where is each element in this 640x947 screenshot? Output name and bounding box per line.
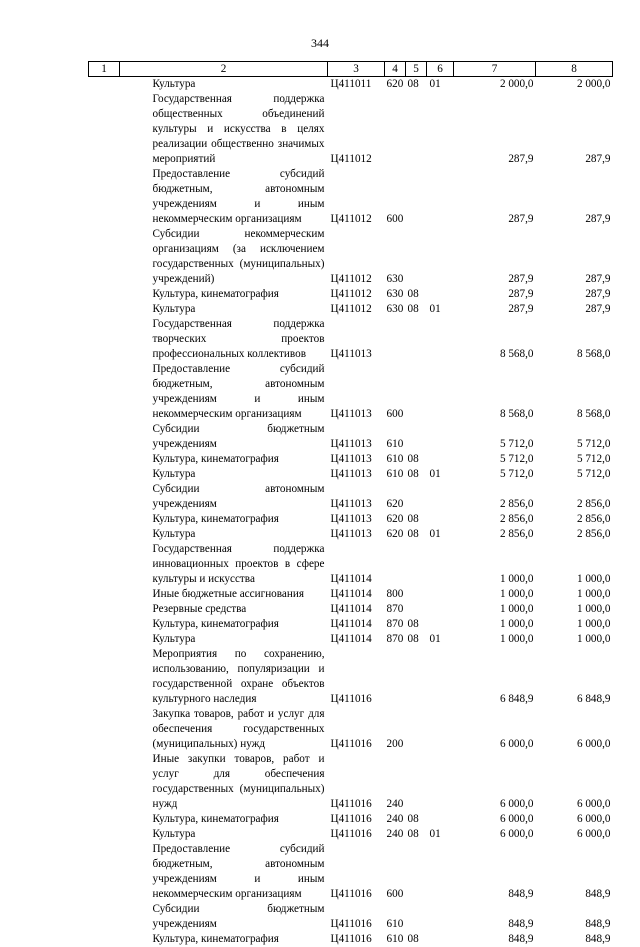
row-subsection <box>427 617 454 632</box>
row-amount-1: 8 568,0 <box>454 317 536 362</box>
row-code: Ц411016 <box>328 647 385 707</box>
row-name: Резервные средства <box>120 602 328 617</box>
table-body <box>89 77 613 947</box>
row-section <box>406 92 427 167</box>
empty-cell <box>89 527 120 542</box>
row-name: Культура, кинематография <box>120 812 328 827</box>
row-amount-1: 848,9 <box>454 902 536 932</box>
row-code: Ц411012 <box>328 302 385 317</box>
row-name: Закупка товаров, работ и услуг для обеспечения государственных (муниципальных) нужд <box>120 707 328 752</box>
empty-cell <box>89 587 120 602</box>
table-row <box>89 287 613 302</box>
row-amount-2: 1 000,0 <box>536 632 613 647</box>
row-expense-type <box>385 317 406 362</box>
row-name: Субсидии автономным учреждениям <box>120 482 328 512</box>
row-expense-type: 240 <box>385 812 406 827</box>
row-code: Ц411012 <box>328 167 385 227</box>
column-header-1: 1 <box>89 62 120 77</box>
row-expense-type: 600 <box>385 167 406 227</box>
row-section <box>406 422 427 452</box>
row-amount-1: 287,9 <box>454 92 536 167</box>
column-header-7: 7 <box>454 62 536 77</box>
empty-cell <box>89 362 120 422</box>
row-subsection <box>427 452 454 467</box>
row-amount-1: 287,9 <box>454 302 536 317</box>
row-code: Ц411014 <box>328 632 385 647</box>
table-row <box>89 542 613 587</box>
row-expense-type: 200 <box>385 707 406 752</box>
table-row <box>89 527 613 542</box>
empty-cell <box>89 77 120 93</box>
column-header-5: 5 <box>406 62 427 77</box>
row-name: Субсидии бюджетным учреждениям <box>120 422 328 452</box>
row-amount-2: 8 568,0 <box>536 362 613 422</box>
row-amount-1: 2 000,0 <box>454 77 536 93</box>
row-section: 08 <box>406 632 427 647</box>
row-subsection <box>427 227 454 287</box>
row-code: Ц411012 <box>328 92 385 167</box>
row-amount-2: 848,9 <box>536 842 613 902</box>
row-amount-1: 6 000,0 <box>454 707 536 752</box>
empty-cell <box>89 842 120 902</box>
row-amount-1: 2 856,0 <box>454 482 536 512</box>
header-row <box>89 62 613 77</box>
row-subsection: 01 <box>427 827 454 842</box>
table-row <box>89 812 613 827</box>
row-name: Государственная поддержка творческих проектов профессиональных коллективов <box>120 317 328 362</box>
row-amount-1: 5 712,0 <box>454 452 536 467</box>
row-name: Предоставление субсидий бюджетным, автономным учреждениям и иным некоммерческим организациям <box>120 167 328 227</box>
row-code: Ц411012 <box>328 227 385 287</box>
row-name: Культура, кинематография <box>120 512 328 527</box>
row-expense-type: 600 <box>385 842 406 902</box>
row-name: Субсидии некоммерческим организациям (за исключением государственных (муниципальных) учреждений) <box>120 227 328 287</box>
row-section <box>406 317 427 362</box>
row-amount-2: 6 000,0 <box>536 827 613 842</box>
empty-cell <box>89 932 120 947</box>
row-name: Мероприятия по сохранению, использованию, популяризации и государственной охране объектов культурного наследия <box>120 647 328 707</box>
row-subsection <box>427 317 454 362</box>
empty-cell <box>89 452 120 467</box>
row-section <box>406 167 427 227</box>
table-row <box>89 467 613 482</box>
row-name: Культура <box>120 467 328 482</box>
empty-cell <box>89 542 120 587</box>
row-expense-type: 620 <box>385 527 406 542</box>
row-amount-2: 6 000,0 <box>536 707 613 752</box>
empty-cell <box>89 632 120 647</box>
row-section: 08 <box>406 77 427 93</box>
row-name: Культура <box>120 632 328 647</box>
table-row <box>89 92 613 167</box>
row-code: Ц411016 <box>328 827 385 842</box>
row-amount-2: 5 712,0 <box>536 452 613 467</box>
table-row <box>89 602 613 617</box>
row-amount-2: 6 000,0 <box>536 812 613 827</box>
budget-table <box>88 61 613 947</box>
row-amount-2: 1 000,0 <box>536 542 613 587</box>
table-row <box>89 77 613 93</box>
row-subsection <box>427 512 454 527</box>
row-amount-2: 6 000,0 <box>536 752 613 812</box>
row-amount-2: 6 848,9 <box>536 647 613 707</box>
empty-cell <box>89 467 120 482</box>
table-row <box>89 932 613 947</box>
row-amount-2: 2 000,0 <box>536 77 613 93</box>
row-section: 08 <box>406 302 427 317</box>
table-row <box>89 647 613 707</box>
row-name: Культура, кинематография <box>120 287 328 302</box>
table-row <box>89 587 613 602</box>
row-name: Предоставление субсидий бюджетным, автономным учреждениям и иным некоммерческим организациям <box>120 362 328 422</box>
row-code: Ц411016 <box>328 707 385 752</box>
row-amount-1: 2 856,0 <box>454 512 536 527</box>
row-expense-type <box>385 542 406 587</box>
row-subsection <box>427 482 454 512</box>
row-amount-1: 6 848,9 <box>454 647 536 707</box>
row-code: Ц411013 <box>328 422 385 452</box>
row-name: Культура <box>120 302 328 317</box>
row-amount-2: 287,9 <box>536 302 613 317</box>
row-name: Государственная поддержка общественных объединений культуры и искусства в целях реализации общественно значимых мероприятий <box>120 92 328 167</box>
row-expense-type: 870 <box>385 617 406 632</box>
empty-cell <box>89 482 120 512</box>
empty-cell <box>89 602 120 617</box>
empty-cell <box>89 902 120 932</box>
row-expense-type: 610 <box>385 452 406 467</box>
row-subsection <box>427 362 454 422</box>
row-expense-type: 870 <box>385 602 406 617</box>
row-section <box>406 707 427 752</box>
row-name: Культура, кинематография <box>120 452 328 467</box>
row-subsection <box>427 752 454 812</box>
column-header-6: 6 <box>427 62 454 77</box>
row-name: Государственная поддержка инновационных проектов в сфере культуры и искусства <box>120 542 328 587</box>
column-header-3: 3 <box>328 62 385 77</box>
empty-cell <box>89 617 120 632</box>
table-row <box>89 512 613 527</box>
row-amount-1: 6 000,0 <box>454 812 536 827</box>
empty-cell <box>89 227 120 287</box>
row-section: 08 <box>406 512 427 527</box>
row-code: Ц411016 <box>328 902 385 932</box>
row-section <box>406 482 427 512</box>
empty-cell <box>89 302 120 317</box>
row-section <box>406 362 427 422</box>
row-expense-type: 620 <box>385 482 406 512</box>
row-amount-2: 8 568,0 <box>536 317 613 362</box>
row-subsection: 01 <box>427 527 454 542</box>
row-amount-1: 287,9 <box>454 227 536 287</box>
row-code: Ц411016 <box>328 752 385 812</box>
row-amount-2: 1 000,0 <box>536 587 613 602</box>
row-code: Ц411014 <box>328 617 385 632</box>
row-amount-1: 848,9 <box>454 842 536 902</box>
row-amount-1: 848,9 <box>454 932 536 947</box>
row-subsection <box>427 587 454 602</box>
row-name: Культура, кинематография <box>120 932 328 947</box>
row-subsection <box>427 647 454 707</box>
row-section: 08 <box>406 827 427 842</box>
row-name: Культура, кинематография <box>120 617 328 632</box>
table-row <box>89 302 613 317</box>
row-expense-type: 630 <box>385 227 406 287</box>
row-subsection <box>427 422 454 452</box>
row-amount-2: 848,9 <box>536 902 613 932</box>
row-name: Иные бюджетные ассигнования <box>120 587 328 602</box>
empty-cell <box>89 827 120 842</box>
row-subsection <box>427 167 454 227</box>
row-code: Ц411013 <box>328 527 385 542</box>
empty-cell <box>89 287 120 302</box>
row-amount-1: 6 000,0 <box>454 827 536 842</box>
row-code: Ц411014 <box>328 602 385 617</box>
row-subsection <box>427 287 454 302</box>
table-row <box>89 422 613 452</box>
table-row <box>89 362 613 422</box>
row-amount-2: 5 712,0 <box>536 467 613 482</box>
row-amount-1: 1 000,0 <box>454 617 536 632</box>
row-code: Ц411014 <box>328 542 385 587</box>
empty-cell <box>89 707 120 752</box>
row-expense-type: 240 <box>385 827 406 842</box>
row-expense-type: 240 <box>385 752 406 812</box>
row-amount-1: 5 712,0 <box>454 467 536 482</box>
table-row <box>89 632 613 647</box>
row-code: Ц411014 <box>328 587 385 602</box>
row-amount-1: 2 856,0 <box>454 527 536 542</box>
row-expense-type: 600 <box>385 362 406 422</box>
table-row <box>89 167 613 227</box>
row-amount-1: 1 000,0 <box>454 587 536 602</box>
empty-cell <box>89 512 120 527</box>
row-amount-2: 287,9 <box>536 167 613 227</box>
row-subsection <box>427 542 454 587</box>
row-expense-type: 620 <box>385 77 406 93</box>
row-expense-type: 630 <box>385 287 406 302</box>
row-expense-type: 800 <box>385 587 406 602</box>
row-section <box>406 542 427 587</box>
empty-cell <box>89 752 120 812</box>
table-row <box>89 452 613 467</box>
row-expense-type <box>385 647 406 707</box>
row-section <box>406 842 427 902</box>
page-number: 344 <box>0 36 640 50</box>
row-amount-2: 1 000,0 <box>536 617 613 632</box>
table-row <box>89 482 613 512</box>
row-subsection <box>427 842 454 902</box>
empty-cell <box>89 92 120 167</box>
row-amount-2: 1 000,0 <box>536 602 613 617</box>
empty-cell <box>89 812 120 827</box>
row-amount-1: 6 000,0 <box>454 752 536 812</box>
row-amount-2: 287,9 <box>536 227 613 287</box>
row-amount-2: 2 856,0 <box>536 527 613 542</box>
row-expense-type: 630 <box>385 302 406 317</box>
row-section: 08 <box>406 527 427 542</box>
row-expense-type: 610 <box>385 422 406 452</box>
row-amount-1: 5 712,0 <box>454 422 536 452</box>
row-code: Ц411013 <box>328 512 385 527</box>
row-section <box>406 647 427 707</box>
table-row <box>89 902 613 932</box>
table-row <box>89 827 613 842</box>
row-section <box>406 902 427 932</box>
row-code: Ц411013 <box>328 467 385 482</box>
empty-cell <box>89 647 120 707</box>
row-expense-type: 620 <box>385 512 406 527</box>
row-subsection: 01 <box>427 302 454 317</box>
row-name: Предоставление субсидий бюджетным, автономным учреждениям и иным некоммерческим организациям <box>120 842 328 902</box>
empty-cell <box>89 317 120 362</box>
table-row <box>89 317 613 362</box>
row-section: 08 <box>406 932 427 947</box>
row-expense-type: 610 <box>385 467 406 482</box>
empty-cell <box>89 167 120 227</box>
row-subsection: 01 <box>427 77 454 93</box>
row-amount-1: 1 000,0 <box>454 632 536 647</box>
row-code: Ц411011 <box>328 77 385 93</box>
row-section: 08 <box>406 467 427 482</box>
table-row <box>89 842 613 902</box>
column-header-8: 8 <box>536 62 613 77</box>
row-code: Ц411016 <box>328 842 385 902</box>
row-amount-2: 287,9 <box>536 287 613 302</box>
row-amount-2: 848,9 <box>536 932 613 947</box>
row-section: 08 <box>406 452 427 467</box>
empty-cell <box>89 422 120 452</box>
row-name: Культура <box>120 527 328 542</box>
row-section: 08 <box>406 812 427 827</box>
row-subsection: 01 <box>427 467 454 482</box>
row-subsection <box>427 902 454 932</box>
row-amount-2: 2 856,0 <box>536 512 613 527</box>
column-header-4: 4 <box>385 62 406 77</box>
row-amount-2: 2 856,0 <box>536 482 613 512</box>
row-code: Ц411016 <box>328 932 385 947</box>
row-subsection <box>427 812 454 827</box>
row-expense-type: 610 <box>385 932 406 947</box>
row-expense-type: 870 <box>385 632 406 647</box>
row-amount-1: 287,9 <box>454 287 536 302</box>
row-amount-1: 1 000,0 <box>454 542 536 587</box>
row-code: Ц411016 <box>328 812 385 827</box>
row-section <box>406 227 427 287</box>
row-subsection <box>427 602 454 617</box>
row-amount-1: 287,9 <box>454 167 536 227</box>
row-code: Ц411013 <box>328 317 385 362</box>
row-code: Ц411013 <box>328 482 385 512</box>
row-amount-2: 287,9 <box>536 92 613 167</box>
row-name: Культура <box>120 77 328 93</box>
row-amount-1: 8 568,0 <box>454 362 536 422</box>
row-subsection <box>427 92 454 167</box>
row-expense-type: 610 <box>385 902 406 932</box>
table-row <box>89 227 613 287</box>
row-expense-type <box>385 92 406 167</box>
table-row <box>89 752 613 812</box>
row-subsection <box>427 707 454 752</box>
row-code: Ц411013 <box>328 362 385 422</box>
row-name: Иные закупки товаров, работ и услуг для обеспечения государственных (муниципальных) нужд <box>120 752 328 812</box>
row-code: Ц411012 <box>328 287 385 302</box>
row-section: 08 <box>406 617 427 632</box>
row-code: Ц411013 <box>328 452 385 467</box>
row-subsection: 01 <box>427 632 454 647</box>
row-section: 08 <box>406 287 427 302</box>
row-amount-2: 5 712,0 <box>536 422 613 452</box>
row-name: Субсидии бюджетным учреждениям <box>120 902 328 932</box>
row-section <box>406 602 427 617</box>
table-row <box>89 617 613 632</box>
row-section <box>406 587 427 602</box>
table-row <box>89 707 613 752</box>
row-name: Культура <box>120 827 328 842</box>
row-subsection <box>427 932 454 947</box>
row-section <box>406 752 427 812</box>
column-header-2: 2 <box>120 62 328 77</box>
row-amount-1: 1 000,0 <box>454 602 536 617</box>
